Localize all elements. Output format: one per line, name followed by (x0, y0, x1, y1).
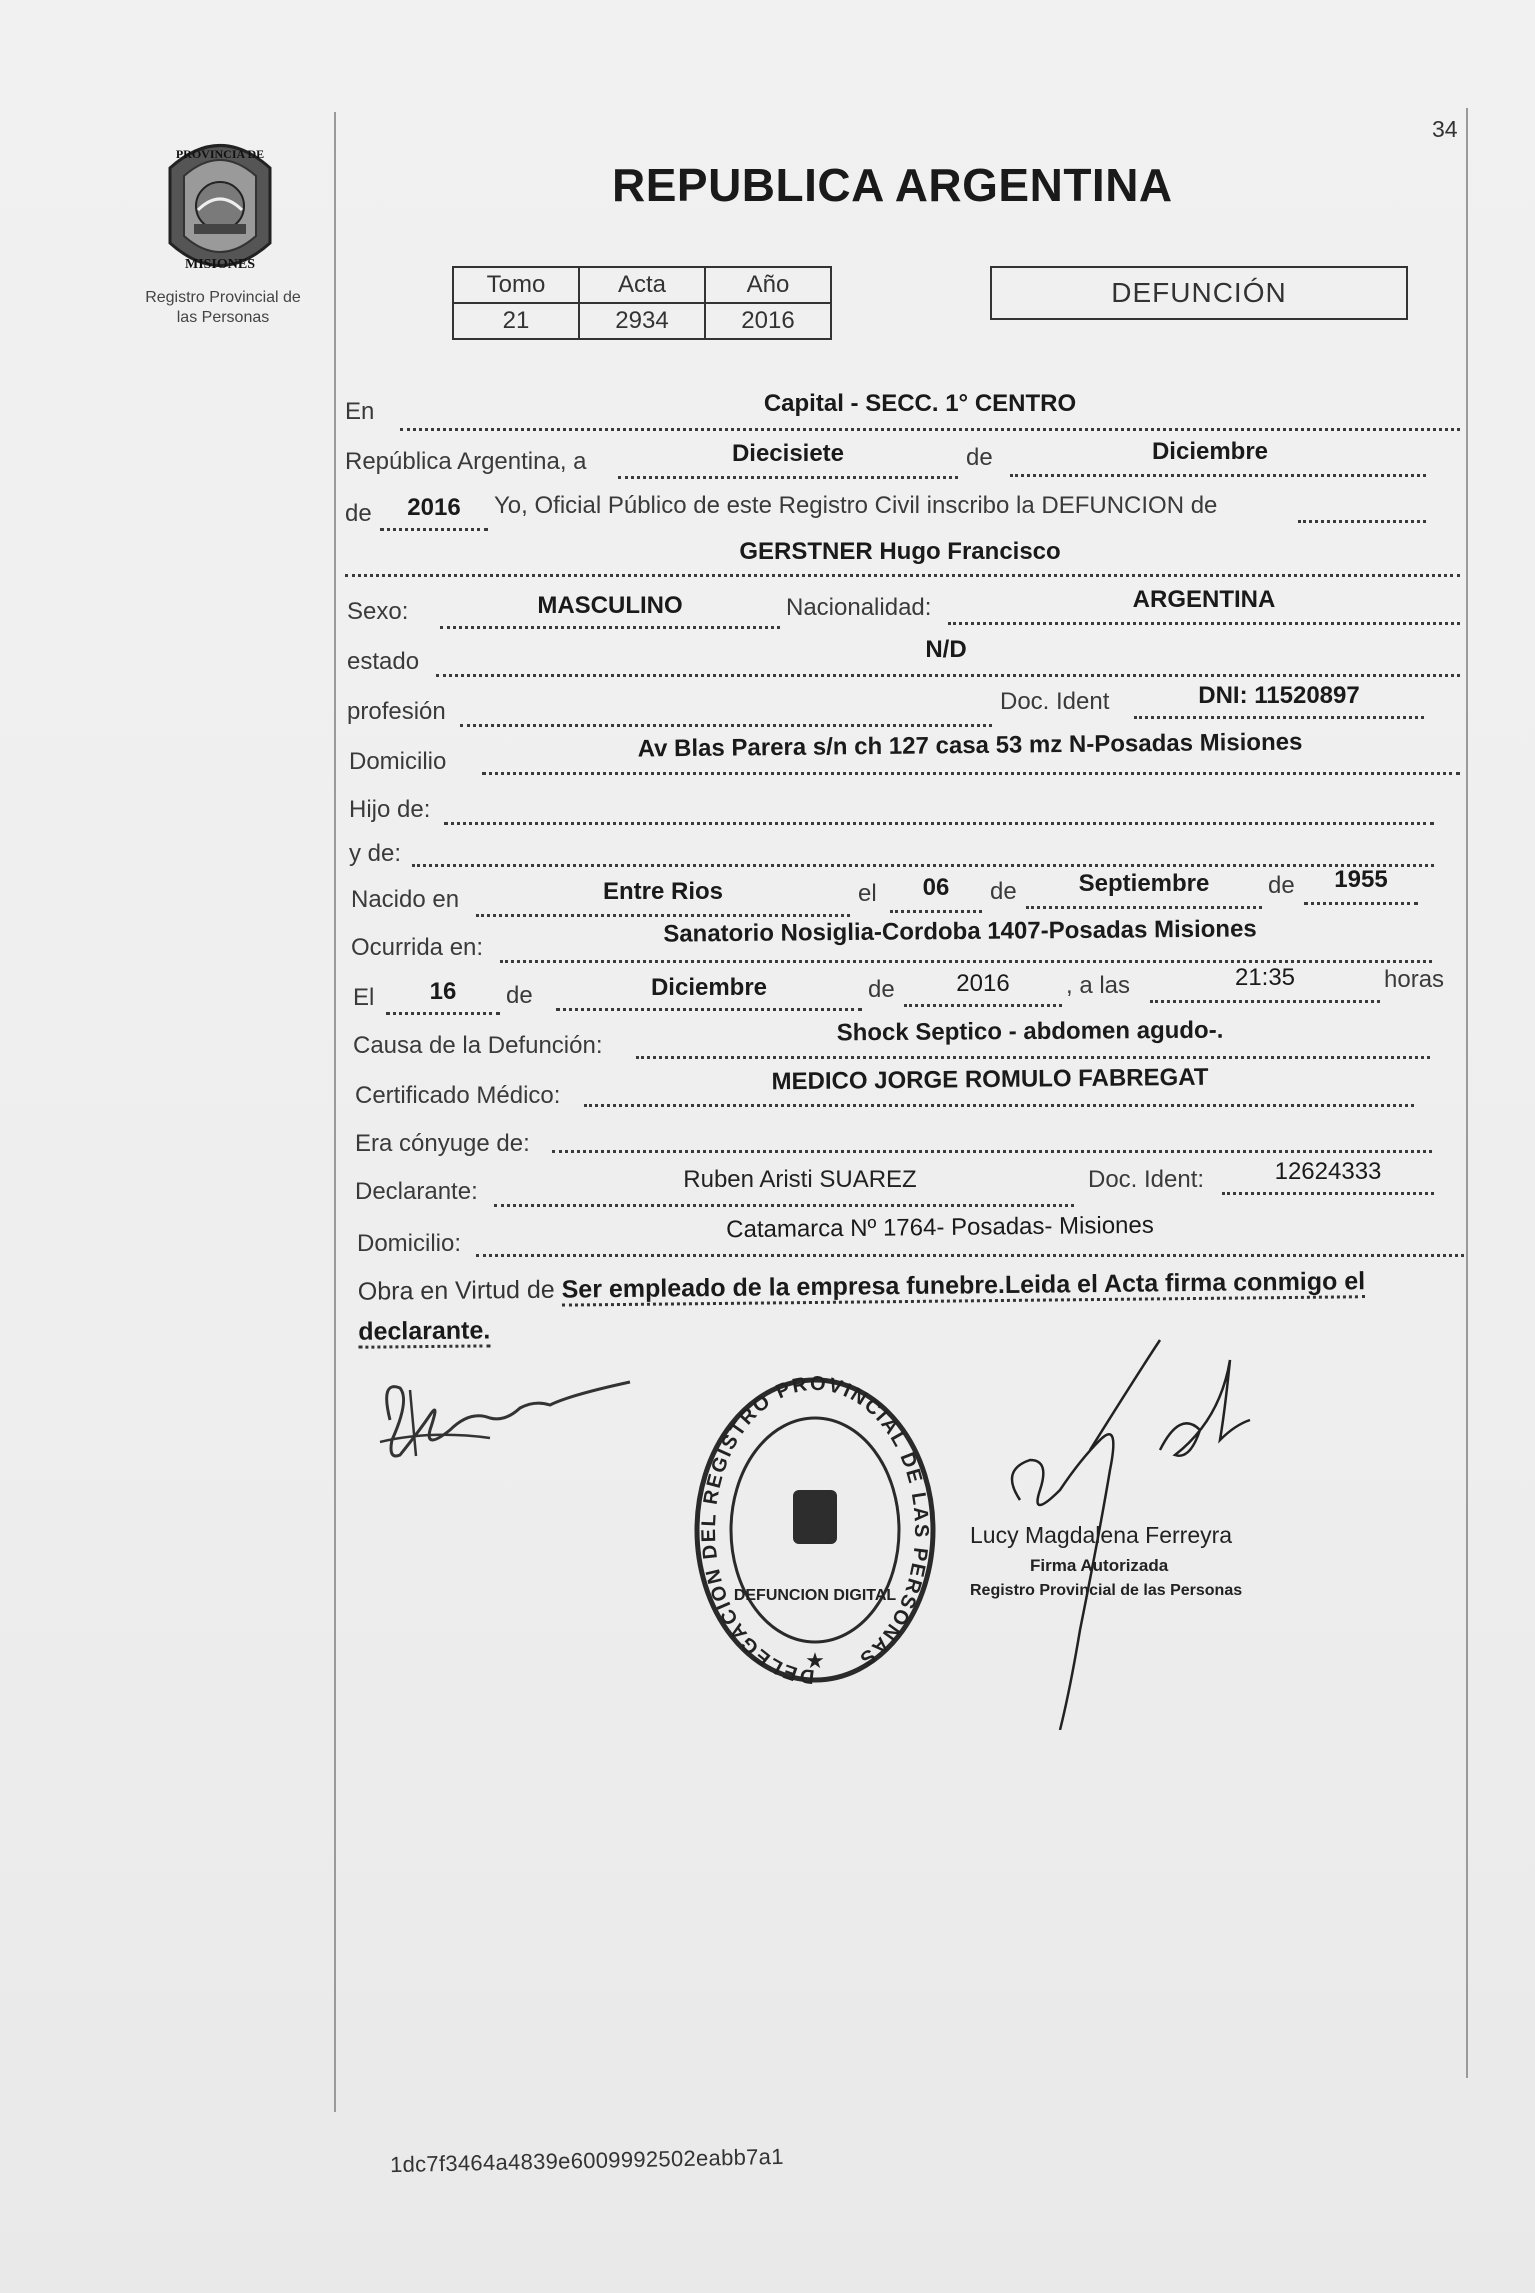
de-label-4: de (1268, 872, 1295, 899)
declarant-signature (370, 1360, 650, 1470)
page-title: REPUBLICA ARGENTINA (612, 159, 1173, 211)
hora-line (1150, 1000, 1380, 1003)
def-dia-line (386, 1012, 500, 1015)
document-hash: 1dc7f3464a4839e6009992502eabb7a1 (389, 2143, 784, 2178)
conyuge-label: Era cónyuge de: (355, 1130, 530, 1157)
obra-paragraph (358, 1260, 1459, 1352)
sexo-value: MASCULINO (537, 592, 683, 619)
domicilio2-value: Catamarca Nº 1764- Posadas- Misiones (726, 1211, 1154, 1244)
declarante-label: Declarante: (355, 1178, 478, 1205)
seal-text-top: PROVINCIA DE (175, 147, 265, 161)
conyuge-line (552, 1150, 1432, 1153)
de-label-2: de (345, 500, 372, 527)
obra-value: Ser empleado de la empresa funebre.Leida el Acta firma conmigo el declarante. (358, 1267, 1365, 1349)
def-anio-line (904, 1004, 1062, 1007)
tomo-value: 21 (453, 303, 579, 339)
de-label-1: de (966, 444, 993, 471)
nac-mes-line (1026, 906, 1262, 909)
provincial-seal-logo (150, 128, 290, 278)
en-value: Capital - SECC. 1° CENTRO (763, 390, 1077, 417)
ocurrida-line (500, 960, 1432, 963)
profesion-label: profesión (347, 698, 446, 725)
estado-line (436, 674, 1460, 677)
nac-dia-value: 06 (922, 874, 950, 901)
anio-value-text: 2016 (407, 494, 461, 521)
nombre-line (345, 574, 1460, 577)
en-label: En (345, 398, 375, 425)
doc-line (1134, 716, 1424, 719)
official-stamp (690, 1370, 940, 1690)
oficial-text: Yo, Oficial Público de este Registro Civil inscribo la DEFUNCION de (494, 492, 1218, 519)
causa-line (636, 1056, 1430, 1059)
yde-line (412, 864, 1434, 867)
ocurrida-label: Ocurrida en: (351, 934, 484, 961)
tomo-acta-anio-table (452, 266, 832, 340)
anio-label: Año (705, 267, 831, 303)
stamp-inner-text: DEFUNCION DIGITAL (733, 1587, 897, 1604)
hijo-line (444, 822, 1434, 825)
de-label-5: de (506, 982, 533, 1009)
doc2-value: 12624333 (1274, 1158, 1382, 1185)
right-margin-line (1466, 108, 1468, 2078)
mes-value: Diciembre (1151, 438, 1269, 465)
nacido-value: Entre Rios (602, 878, 724, 905)
horas-label: horas (1384, 966, 1445, 993)
doc-label: Doc. Ident (1000, 688, 1110, 715)
causa-value: Shock Septico - abdomen agudo-. (836, 1016, 1224, 1047)
el-label: el (858, 880, 877, 907)
dia-line (618, 476, 958, 479)
signatory-org: Registro Provincial de las Personas (970, 1582, 1243, 1599)
nombre-value: GERSTNER Hugo Francisco (739, 538, 1061, 565)
certificado-label: Certificado Médico: (355, 1082, 561, 1109)
nac-anio-value: 1955 (1334, 866, 1388, 893)
estado-value: N/D (925, 636, 967, 663)
certificado-value: MEDICO JORGE ROMULO FABREGAT (771, 1063, 1209, 1096)
anio-value: 2016 (705, 303, 831, 339)
oficial-line (1298, 520, 1426, 523)
alas-label: , a las (1066, 972, 1131, 999)
declarante-line (494, 1204, 1074, 1207)
republica-label: República Argentina, a (345, 448, 587, 475)
anio-line (380, 528, 488, 531)
domicilio2-line (476, 1254, 1464, 1257)
certificado-line (584, 1104, 1414, 1107)
de-label-3: de (990, 878, 1017, 905)
stamp-ring-text: DELEGACION DEL REGISTRO PROVINCIAL DE LAS PERSONAS (697, 1372, 933, 1688)
doc2-line (1222, 1192, 1434, 1195)
nacionalidad-line (948, 622, 1460, 625)
nac-dia-line (890, 910, 982, 913)
document-type-box: DEFUNCIÓN (990, 266, 1408, 320)
acta-value: 2934 (579, 303, 705, 339)
el2-label: El (353, 984, 375, 1011)
nac-mes-value: Septiembre (1078, 870, 1210, 897)
stamp-star-icon: ★ (805, 1648, 825, 1673)
left-margin-line (334, 112, 336, 2112)
signatory-name: Lucy Magdalena Ferreyra (970, 1522, 1233, 1548)
hijo-label: Hijo de: (349, 796, 431, 823)
declarante-value: Ruben Aristi SUAREZ (683, 1166, 917, 1193)
causa-label: Causa de la Defunción: (353, 1032, 603, 1059)
hora-value: 21:35 (1234, 964, 1296, 991)
acta-label: Acta (579, 267, 705, 303)
ocurrida-value: Sanatorio Nosiglia-Cordoba 1407-Posadas Misiones (663, 915, 1257, 948)
def-mes-value: Diciembre (650, 974, 768, 1001)
def-anio-value: 2016 (956, 970, 1010, 997)
estado-label: estado (347, 648, 420, 675)
dia-value: Diecisiete (731, 440, 845, 467)
domicilio2-label: Domicilio: (357, 1230, 462, 1257)
en-line (400, 428, 1460, 431)
sexo-line (440, 626, 780, 629)
tomo-label: Tomo (453, 267, 579, 303)
yde-label: y de: (349, 840, 402, 867)
seal-caption-line-1: Registro Provincial de (145, 289, 301, 306)
profesion-line (460, 724, 992, 727)
nacido-line (476, 914, 850, 917)
seal-caption (118, 288, 328, 328)
doc-value: DNI: 11520897 (1198, 682, 1360, 709)
nacionalidad-value: ARGENTINA (1132, 586, 1276, 613)
nacionalidad-label: Nacionalidad: (786, 594, 932, 621)
domicilio-value: Av Blas Parera s/n ch 127 casa 53 mz N-Posadas Misiones (637, 728, 1303, 763)
mes-line (1010, 474, 1426, 477)
signatory-role: Firma Autorizada (1030, 1556, 1169, 1575)
seal-caption-line-2: las Personas (176, 309, 270, 326)
doc2-label: Doc. Ident: (1088, 1166, 1205, 1193)
domicilio-label: Domicilio (349, 748, 447, 775)
nacido-label: Nacido en (351, 886, 460, 913)
sexo-label: Sexo: (347, 598, 409, 625)
def-dia-value: 16 (429, 978, 457, 1005)
domicilio-line (482, 772, 1460, 775)
seal-text-bottom: MISIONES (184, 257, 256, 272)
page-number: 34 (1432, 116, 1458, 142)
nac-anio-line (1304, 902, 1418, 905)
obra-prefix: Obra en Virtud de (357, 1275, 555, 1306)
de-label-6: de (868, 976, 895, 1003)
def-mes-line (556, 1008, 862, 1011)
